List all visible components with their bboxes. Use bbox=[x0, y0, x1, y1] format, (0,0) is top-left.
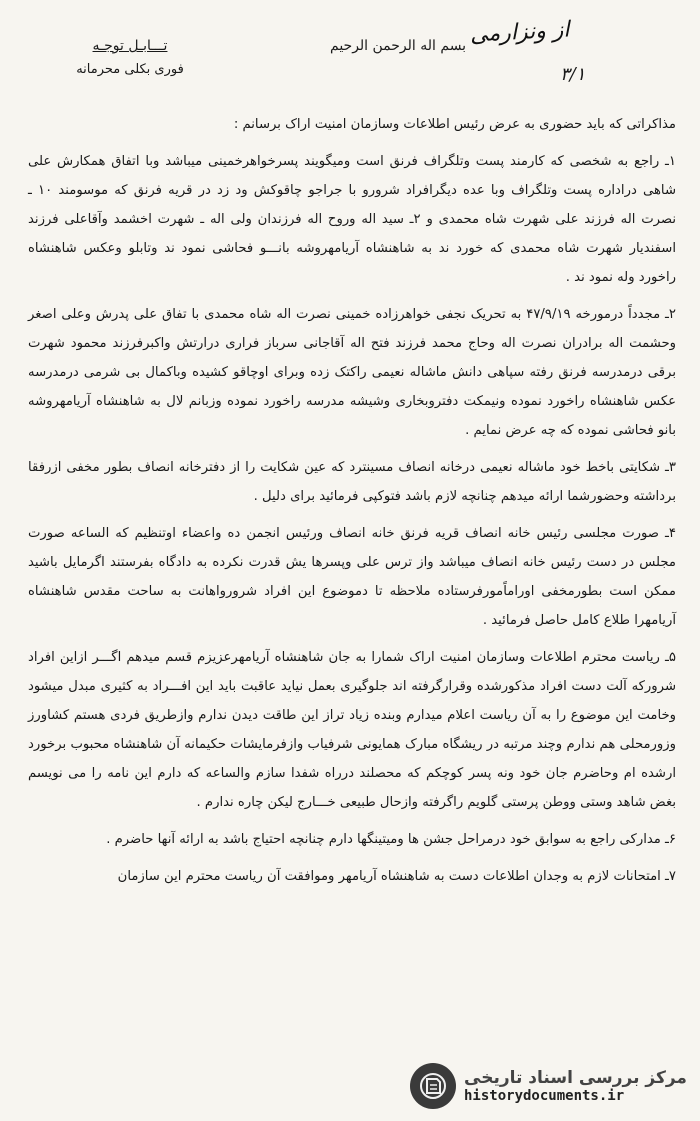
handwritten-mark: از ونزارمی bbox=[469, 17, 571, 48]
document-logo-icon bbox=[410, 1063, 456, 1109]
watermark-url: historydocuments.ir bbox=[464, 1088, 625, 1104]
paragraph-1: ۱ـ راجع به شخصی که کارمند پست وتلگراف فرنق است ومیگویند پسرخواهرخمینی میباشد وبا اتفاق همکارش علی شاهی دراداره پست وتلگراف وبا عده دیگرافراد شرورو با جراجو چاقوکش ود زد در قریه فرنق که موسومند ۱۰ ـ نصرت اله فرزند علی شهرت شاه محمدی و ۲ـ سید اله وروح اله فرزندان ولی اله ـ شهرت اخشمد وآقاعلی فرزند اسفندیار شهرت شاه محمدی که خورد ند به شاهنشاه آریامهروشه بانـــو فحاشی نمود ند وتابلو وعکس شاهنشاه راخورد وله نمود ند . bbox=[28, 154, 676, 285]
paragraph-4: ۴ـ صورت مجلسی رئیس خانه انصاف قریه فرنق خانه انصاف ورئیس انجمن ده واعضاء اوتنظیم که الساعه صورت مجلس در دست رئیس خانه انصاف میباشد واز ترس علی وپسرها یش قدرت نکرده به دادگاه بفرستند اگرمایل باشید ممکن است بطورمخفی اوراماًمورفرستاده ملاحظه تا دموضوع این افراد شرورواهانت به ساحت مقدس شاهنشاه آریامهرا طلاع کامل حاصل فرمائید . bbox=[28, 526, 676, 628]
paragraph-2: ۲ـ مجدداً درمورخه ۴۷/۹/۱۹ به تحریک نجفی خواهرزاده خمینی نصرت اله شاه محمدی با تفاق علی پدرش وعلی اصغر وحشمت اله برادران نصرت اله وحاج محمد فرزند فتح اله آقاجانی سرباز فراری درارتش واکبرفرزند محمود شهرت برقی درمدرسه فرنق رفته سپاهی دانش ماشاله نعیمی راکتک زده وبرای اوچاقو کشیده وباکمال بی شرمی درمدرسه عکس شاهنشاه راخورد نموده ونیمکت دفتروبخاری وشیشه مدرسه راخورد نموده وزبانم لال به شاهنشاه آریامهروشه بانو فحاشی نموده که چه عرض نمایم . bbox=[28, 307, 677, 438]
paragraph-5: ۵ـ ریاست محترم اطلاعات وسازمان امنیت اراک شمارا به جان شاهنشاه آریامهرعزیزم قسم میدهم اگـــر ازاین افراد شرورکه آلت دست افراد مذکورشده وقرارگرفته اند جلوگیری بعمل نیاید عاقبت باید این افـــراد به کثیری مبدل میشود وخامت این موضوع را به آن ریاست اعلام میدارم وبنده زیاد تراز این طاقت دیدن ندارم وازطریق فردی هستم کشاورز وزورمحلی هم ندارم وچند مرتبه در ریشگاه مبارک همایونی شرفیاب وازفرمایشات حکیمانه آن شاهنشاه محبوب برخورد ارشده ام وحاضرم جان خود ونه پسر کوچکم که محصلند درراه شفدا سازم والساعه که دارم این نامه را می نویسم بغض شاهد وستی ووطن پرستی گلویم راگرفته وازحال طبیعی خـــارج لیکن چاره ندارم . bbox=[28, 650, 676, 810]
watermark-text bbox=[464, 1068, 687, 1104]
annotation-classification: فوری بکلی محرمانه bbox=[76, 62, 184, 77]
letter-body bbox=[28, 110, 676, 899]
classification-annotation bbox=[70, 38, 190, 77]
annotation-attention: تـــابـل توجـه bbox=[92, 38, 168, 54]
paragraph-7: ۷ـ امتحانات لازم به وجدان اطلاعات دست به شاهنشاه آریامهر وموافقت آن ریاست محترم این سازمان bbox=[117, 869, 676, 884]
paragraph-3: ۳ـ شکایتی باخط خود ماشاله نعیمی درخانه انصاف مسینترد که عین شکایت را از دفترخانه انصاف بطور مخفی ازرفقا برداشته وحضورشما ارائه میدهم چنانچه لازم باشد فتوکپی فرمائید برای دلیل . bbox=[28, 460, 676, 504]
paragraph-6: ۶ـ مدارکی راجع به سوابق خود درمراحل جشن ها ومیتینگها دارم چنانچه احتیاج باشد به ارائه آنها حاضرم . bbox=[106, 832, 676, 847]
watermark-name: مرکز بررسی اسناد تاریخی bbox=[464, 1068, 687, 1088]
basmala-heading: بسم اله الرحمن الرحیم bbox=[330, 38, 467, 54]
letter-intro: مذاکراتی که باید حضوری به عرض رئیس اطلاعات وسازمان امنیت اراک برسانم : bbox=[233, 117, 676, 132]
handwritten-date: ۳/۱ bbox=[560, 64, 586, 85]
watermark-stamp bbox=[410, 1057, 690, 1115]
